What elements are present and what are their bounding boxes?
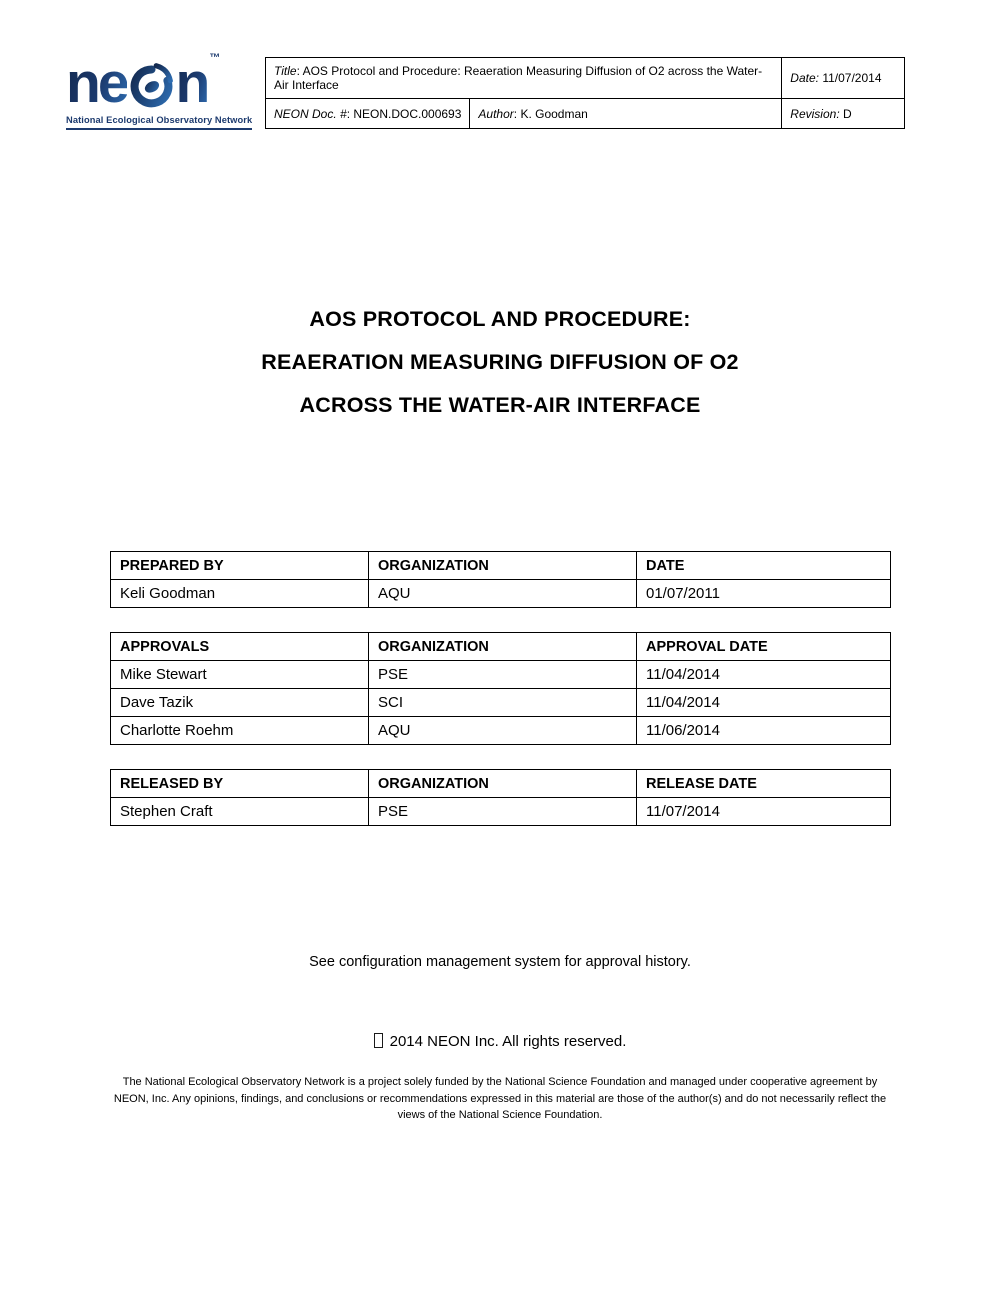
- approver-org: AQU: [369, 717, 637, 745]
- doc-number-cell: NEON Doc. #: NEON.DOC.000693: [266, 99, 470, 129]
- approvals-header: APPROVALS: [111, 633, 369, 661]
- date-cell: Date: 11/07/2014: [782, 58, 905, 99]
- table-header-row: [111, 552, 891, 580]
- document-title-line-3: ACROSS THE WATER-AIR INTERFACE: [299, 393, 701, 417]
- neon-logo: [66, 51, 256, 130]
- date-header: DATE: [637, 552, 891, 580]
- prepared-by-name: Keli Goodman: [111, 580, 369, 608]
- logo-letters-ne: ne: [66, 51, 127, 115]
- organization-header: ORGANIZATION: [369, 633, 637, 661]
- header-row-title: [266, 58, 905, 99]
- document-title-line-1: AOS PROTOCOL AND PROCEDURE:: [309, 307, 691, 331]
- table-header-row: [111, 633, 891, 661]
- nsf-disclaimer: The National Ecological Observatory Network is a project solely funded by the National Science Foundation and managed under cooperative agreement by NEON, Inc. Any opinions, findings, and conclusions or recommendations expressed in this material are those of the author(s) and do not necessarily reflect the views of the National Science Foundation.: [113, 1076, 887, 1121]
- approval-date: 11/06/2014: [637, 717, 891, 745]
- table-row: [111, 580, 891, 608]
- approvals-table: [110, 632, 891, 745]
- copyright-line: [0, 1033, 1000, 1050]
- neon-logo-wordmark: [66, 51, 221, 115]
- logo-tagline: National Ecological Observatory Network: [66, 115, 252, 130]
- released-by-header: RELEASED BY: [111, 770, 369, 798]
- neon-swirl-icon: [128, 61, 175, 108]
- author-label: Author: [478, 106, 514, 121]
- approver-org: PSE: [369, 661, 637, 689]
- revision-cell: Revision: D: [782, 99, 905, 129]
- author-value: K. Goodman: [520, 106, 588, 121]
- approver-name: Charlotte Roehm: [111, 717, 369, 745]
- releaser-org: PSE: [369, 798, 637, 826]
- release-date-header: RELEASE DATE: [637, 770, 891, 798]
- revision-label: Revision: [790, 106, 837, 121]
- prepared-by-table: [110, 551, 891, 608]
- title-label: Title: [274, 64, 297, 78]
- releaser-name: Stephen Craft: [111, 798, 369, 826]
- prepared-by-date: 01/07/2011: [637, 580, 891, 608]
- approver-org: SCI: [369, 689, 637, 717]
- logo-letter-n: n: [175, 51, 208, 115]
- date-value: 11/07/2014: [822, 71, 882, 85]
- prepared-by-header: PREPARED BY: [111, 552, 369, 580]
- header-row-meta: [266, 99, 905, 129]
- table-row: [111, 798, 891, 826]
- organization-header: ORGANIZATION: [369, 552, 637, 580]
- trademark-symbol: ™: [209, 52, 221, 64]
- doc-number-label: NEON Doc. #: [274, 106, 347, 121]
- table-row: [111, 717, 891, 745]
- title-cell: Title: AOS Protocol and Procedure: Reaeration Measuring Diffusion of O2 across the Water-Air Interface: [266, 58, 782, 99]
- revision-value: D: [843, 106, 852, 121]
- configuration-note: See configuration management system for approval history.: [309, 954, 691, 970]
- title-value: AOS Protocol and Procedure: Reaeration Measuring Diffusion of O2 across the Water-Air Interface: [274, 64, 763, 92]
- approval-date: 11/04/2014: [637, 661, 891, 689]
- approval-tables-section: [110, 551, 890, 826]
- author-cell: Author: K. Goodman: [470, 99, 782, 129]
- approver-name: Dave Tazik: [111, 689, 369, 717]
- copyright-text: 2014 NEON Inc. All rights reserved.: [389, 1033, 627, 1050]
- release-date: 11/07/2014: [637, 798, 891, 826]
- date-label: Date: [790, 71, 816, 85]
- approver-name: Mike Stewart: [111, 661, 369, 689]
- approval-date-header: APPROVAL DATE: [637, 633, 891, 661]
- prepared-by-org: AQU: [369, 580, 637, 608]
- document-title: [0, 298, 1000, 427]
- missing-glyph-box: [374, 1033, 383, 1048]
- header-metadata-table: [265, 57, 905, 129]
- table-header-row: [111, 770, 891, 798]
- released-by-table: [110, 769, 891, 826]
- table-row: [111, 689, 891, 717]
- doc-number-value: NEON.DOC.000693: [353, 106, 462, 121]
- document-title-line-2: REAERATION MEASURING DIFFUSION OF O2: [261, 350, 739, 374]
- approval-date: 11/04/2014: [637, 689, 891, 717]
- table-row: [111, 661, 891, 689]
- organization-header: ORGANIZATION: [369, 770, 637, 798]
- page-header: [0, 0, 1000, 130]
